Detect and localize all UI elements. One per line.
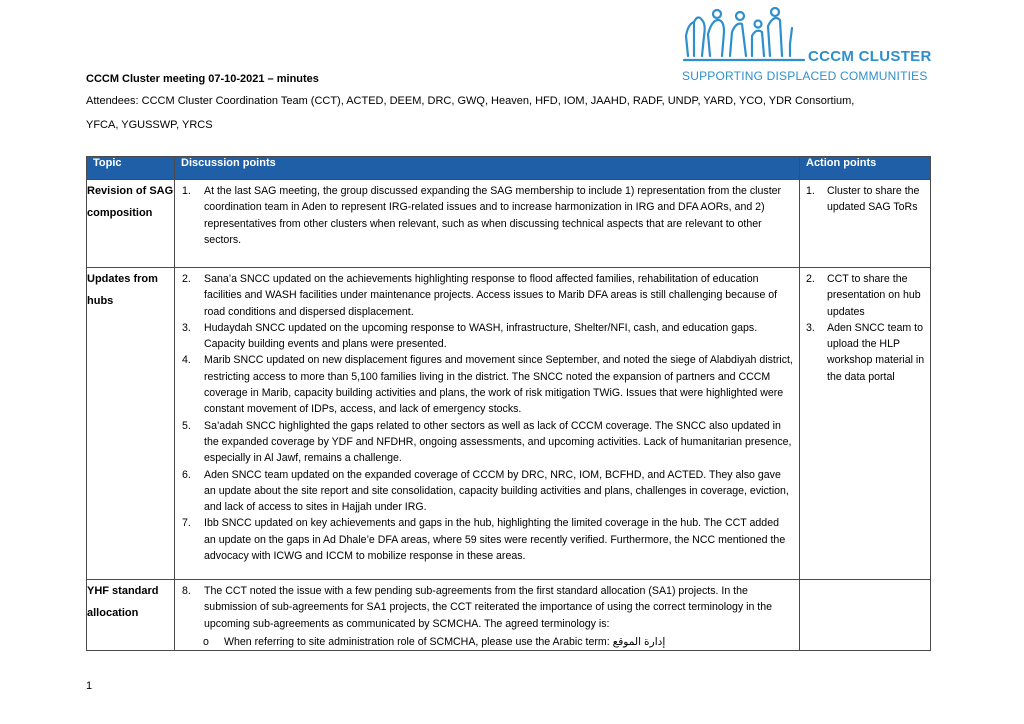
header-action-points: Action points xyxy=(800,157,931,180)
table-header-row xyxy=(87,157,931,180)
row-action-cell xyxy=(800,180,931,268)
row-action-cell xyxy=(800,580,931,651)
discussion-point: 4. Marib SNCC updated on new displacement figures and movement since September, and noted the siege of Alabdiyah district, restricting access to more than 5,100 families living in the district. The SNCC noted the expansion of partners and CCCM coverage in Marib, capacity building activities and plans, the work of risk mitigation TWiG. Issues that were highlighted were constant movement of IDPs, access, and lack of emergency stocks. xyxy=(182,354,793,416)
discussion-point: 3. Hudaydah SNCC updated on the upcoming response to WASH, infrastructure, Shelter/NFI, cash, and education gaps. Capacity building events and plans were presented. xyxy=(182,321,758,351)
discussion-point: 1. At the last SAG meeting, the group discussed expanding the SAG membership to include 1) representation from the cluster coordination team in Aden to represent IRG-related issues and to increase harmonization in IRG and DFA AORs, and 2) representatives from other clusters when relevant, such as when discussing technical aspects that are relevant to other sectors. xyxy=(182,185,782,246)
header-discussion-points: Discussion points xyxy=(175,157,800,180)
discussion-point: 5. Sa’adah SNCC highlighted the gaps related to other sectors as well as lack of CCCM coverage. The SNCC also updated in the expanded coverage by YDF and NFDHR, ongoing assessments, and upcoming activities. Lack of humanitarian presence, especially in Al Jawf, remains a challenge. xyxy=(182,419,792,465)
row-discussion-cell xyxy=(175,268,800,580)
row-discussion-cell xyxy=(175,580,800,651)
discussion-point: 6. Aden SNCC team updated on the expanded coverage of CCCM by DRC, NRC, IOM, BCFHD, and ACTED. They also gave an update about the site report and site consolidation, capacity building activities and plans, challenges in coverage, eviction, and lack of access to sites in Hajjah under IRG. xyxy=(182,468,789,514)
action-point: 1. Cluster to share the updated SAG ToRs xyxy=(806,185,920,214)
row-discussion-cell xyxy=(175,180,800,268)
discussion-point: 7. Ibb SNCC updated on key achievements and gaps in the hub, highlighting the limited coverage in the hub. The CCT added an update on the gaps in Ad Dhale’e DFA areas, where 59 sites were recently verified. Furthermore, the NCC mentioned the advocacy with ICWG and ICCM to mobilize response in these areas. xyxy=(182,517,786,563)
table-row xyxy=(87,268,931,580)
header-topic: Topic xyxy=(87,157,175,180)
action-point: 3. Aden SNCC team to upload the HLP workshop material in the data portal xyxy=(806,321,925,383)
row-topic: YHF standard allocation xyxy=(87,580,175,651)
logo-subtitle: SUPPORTING DISPLACED COMMUNITIES xyxy=(682,69,928,83)
action-point: 2. CCT to share the presentation on hub updates xyxy=(806,273,921,318)
minutes-table xyxy=(86,156,931,651)
row-topic: Updates from hubs xyxy=(87,268,175,580)
discussion-subpoint: o When referring to site administration role of SCMCHA, please use the Arabic term: إدارة الموقع xyxy=(203,635,666,648)
row-action-cell xyxy=(800,268,931,580)
discussion-point: 8. The CCT noted the issue with a few pending sub-agreements from the first standard allocation (SA1) projects. In the submission of sub-agreements for SA1 projects, the CCT reiterated the importance of using the correct terminology in the upcoming sub-agreements as communicated by SCMCHA. The agreed terminology is: xyxy=(182,585,773,630)
attendees-line-2: YFCA, YGUSSWP, YRCS xyxy=(86,119,213,131)
page-number: 1 xyxy=(86,680,93,692)
table-row xyxy=(87,580,931,651)
discussion-point: 2. Sana’a SNCC updated on the achievements highlighting response to flood affected families, rehabilitation of education facilities and WASH facilities under maintenance projects. Access issues to Marib DFA areas is still challenging because of road conditions and dispersed displacement. xyxy=(182,273,778,318)
document-title: CCCM Cluster meeting 07-10-2021 – minutes xyxy=(86,73,319,85)
table-row xyxy=(87,180,931,268)
logo-title: CCCM CLUSTER xyxy=(808,48,932,65)
row-topic: Revision of SAG composition xyxy=(87,180,175,268)
attendees-line-1: Attendees: CCCM Cluster Coordination Team (CCT), ACTED, DEEM, DRC, GWQ, Heaven, HFD, IOM, JAAHD, RADF, UNDP, YARD, YCO, YDR Consortium, xyxy=(86,95,855,107)
